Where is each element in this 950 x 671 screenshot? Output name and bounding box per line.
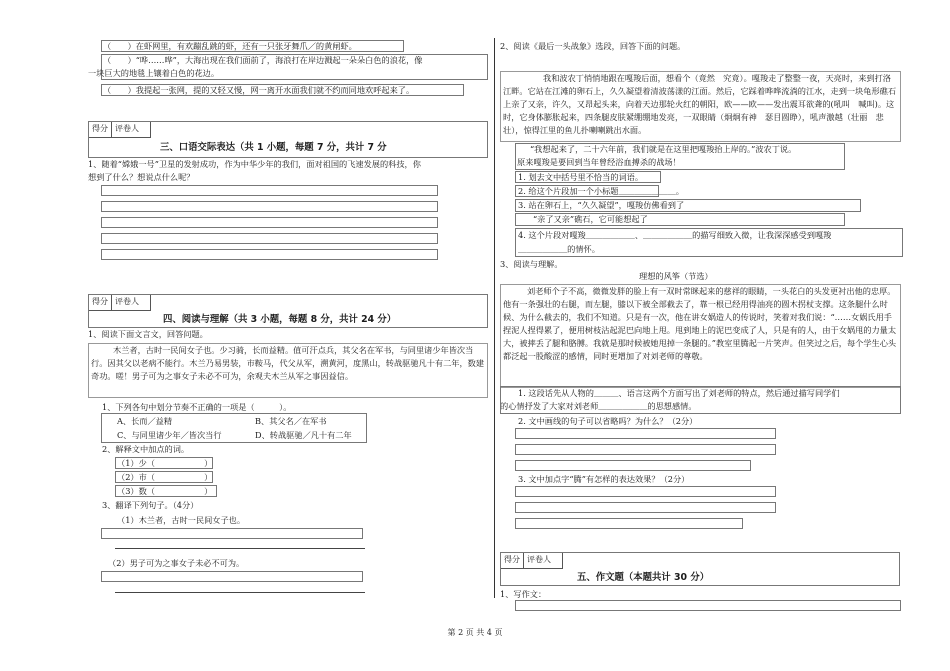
section5-title: 五、作文题（本题共计 30 分） (577, 572, 710, 583)
grader-label: 评卷人 (115, 124, 139, 133)
wind-passage: 刘老师个子不高，微微发胖的脸上有一双时常眯起来的慈祥的眼睛，一头花白的头发更衬出他的忠厚。他有一条强壮的右腿，而左腿，膝以下被全部截去了，靠一根已经用得油亮的圆木拐杖支撑。这条腿什么时候、为什么截去的，我们不知道。只是有一次，他在讲女娲造人的传说时，笑着对我们说：“……女娲氏用手捏泥人捏得累了，便用树枝沾起泥巴向地上甩。甩到地上的泥巴变成了人，只是有的人，由于女娲甩的力量太大，被摔丢了腿和胳膊。我就是那时候被她甩掉一条腿的。”教室里腾起一片笑声。但笑过之后，每个学生心头都泛起一股酸涩的感情，同时更增加了对刘老师的尊敬。 (500, 284, 901, 388)
elephant-q4-line1[interactable]: 4. 这个片段对嘎羧＿＿＿＿＿＿、＿＿＿＿＿＿的描写细致入微，让我深深感受到嘎羧 (518, 230, 832, 240)
order-item-b-line1: （ ）“哗……哗”，大海出现在我们面前了，海浪打在岸边溅起一朵朵白色的浪花，像 (103, 55, 423, 65)
answer-underline[interactable] (115, 592, 365, 593)
elephant-lines-frame (515, 143, 845, 170)
answer-line[interactable] (101, 201, 438, 212)
elephant-q2-frame (515, 185, 659, 197)
score-label: 得分 (89, 122, 112, 137)
answer-underline[interactable] (115, 548, 365, 549)
answer-line[interactable] (515, 486, 776, 497)
elephant-q4-frame (515, 228, 903, 257)
wind-q1-frame (500, 386, 901, 414)
q2-item-3-frame (115, 485, 217, 497)
order-item-b-line2: 一块巨大的地毯上镶着白色的花边。 (88, 68, 220, 78)
score-label: 得分 (501, 553, 524, 568)
answer-line[interactable] (101, 233, 438, 244)
answer-line[interactable] (515, 502, 776, 513)
grader-label: 评卷人 (115, 297, 139, 306)
q3-sentence-1: （1）木兰者，古时一民间女子也。 (117, 515, 246, 525)
mulan-passage: 木兰者，古时一民间女子也。少习骑，长而益精。值可汗点兵，其父名在军书，与同里诸少年皆次当行。因其父以老病不能行。木兰乃易男装，市鞍马，代父从军，溯黄河，度黑山，转战驱驰凡十有二年，数建奇功。嗟！男子可为之事女子未必不可为，余观夫木兰从军之事因益信。 (88, 343, 488, 398)
section3-question-line2: 想到了什么？想说点什么呢？ (88, 172, 195, 182)
wind-q1-line1[interactable]: 1. 这段话先从人物的＿＿＿、语言这两个方面写出了刘老师的特点，然后通过描写同学们 (518, 388, 840, 398)
page-number: 第 2 页 共 4 页 (447, 628, 503, 637)
wind-q3: 3. 文中加点字“腾”有怎样的表达效果？（2分） (518, 474, 690, 484)
elephant-q3-answer1[interactable] (515, 199, 861, 212)
q1-option-b[interactable]: B、其父名／在军书 (255, 416, 327, 426)
right-q3-prompt: 3、阅读与理解。 (500, 259, 563, 269)
order-item-a: （ ）在虾网里，有欢蹦乱跳的虾，还有一只张牙舞爪／的黄闸虾。 (103, 41, 357, 51)
q2-item-1-frame (115, 457, 213, 469)
answer-line[interactable] (101, 185, 438, 196)
q1-prompt: 1、下列各句中划分节奏不正确的一项是（ ）。 (102, 402, 292, 412)
score-label: 得分 (89, 295, 112, 310)
answer-line[interactable] (515, 518, 743, 529)
section5-q1: 1、写作文： (500, 589, 547, 599)
elephant-q3-line1: 3. 站在卵石上，“久久凝望”，嘎羧仿佛看到了 (518, 200, 685, 210)
section3-question-line1: 1、随着“嫦娥一号”卫星的发射成功，作为中华少年的我们，面对祖国的飞速发展的科技，你 (88, 159, 421, 169)
answer-line[interactable] (515, 444, 776, 455)
q3-prompt: 3、翻译下列句子。（4分） (102, 500, 199, 510)
section3-title: 三、口语交际表达（共 1 小题，每题 7 分，共计 7 分 (160, 142, 387, 153)
q1-options-frame (101, 413, 367, 443)
section4-q1: 1、阅读下面文言文，回答问题。 (88, 329, 208, 339)
wind-title: 理想的风筝（节选） (639, 271, 713, 281)
q2-prompt: 2、解释文中加点的词。 (102, 444, 190, 454)
q3-sentence-2: （2）男子可为之事女子未必不可为。 (108, 558, 245, 568)
elephant-last-line: 原来嘎羧是要回到当年曾经浴血搏杀的战场！ (517, 157, 681, 167)
wind-q1-line2[interactable]: 的心情抒发了大家对刘老师＿＿＿＿＿＿的思想感情。 (500, 401, 697, 411)
q1-option-a[interactable]: A、长而／益精 (117, 416, 173, 426)
grader-label: 评卷人 (527, 555, 551, 564)
elephant-q4-line2[interactable]: ＿＿＿＿＿＿的情怀。 (518, 244, 600, 254)
elephant-passage: 我和波农丁悄悄地跟在嘎羧后面，想看个（竟然 究竟）。嘎羧走了整整一夜，天亮时，来到打洛江畔。它站在江滩的卵石上，久久凝望着清波荡漾的江面。然后，它踩着哗哗流淌的江水，走到一块龟形礁石上亲了又亲，许久，又昂起头来，向着天边那轮火红的朝阳，欧——欧——发出震耳欲聋的(吼叫 喊叫)。这时，它身体膨胀起来，四条腿皮肤紧绷绷地发亮，一双眼睛（炯炯有神 瑟目圆睁），吼声激越（壮丽 悲壮），惊得江里的鱼儿扑喇喇跳出水面。 (500, 71, 901, 142)
answer-line[interactable] (101, 249, 438, 260)
q1-option-d[interactable]: D、转战驱驰／凡十有二年 (255, 430, 352, 440)
q2-item-1[interactable]: （1）少（ ） (117, 458, 213, 468)
answer-line[interactable] (101, 571, 363, 582)
column-divider (494, 38, 495, 598)
answer-line[interactable] (101, 528, 363, 539)
order-item-c: （ ）我提起一张网，提的又轻又慢，网一离开水面我们就不约而同地欢呼起来了。 (103, 85, 415, 95)
elephant-q3-answer2[interactable] (515, 213, 845, 226)
right-q2-prompt: 2、阅读《最后一头战象》选段，回答下面的问题。 (500, 41, 686, 51)
q1-option-c[interactable]: C、与同里诸少年／皆次当行 (117, 430, 222, 440)
elephant-q3-line2: “亲了又亲”礁石，它可能想起了 (533, 214, 648, 224)
answer-line[interactable] (101, 217, 438, 228)
section4-title: 四、阅读与理解（共 3 小题，每题 8 分，共计 24 分） (163, 314, 397, 325)
q2-item-3[interactable]: （3）数（ ） (117, 486, 213, 496)
elephant-quote: “我想起来了，二十六年前，我们就是在这里把嘎羧抬上岸的。”波农丁说。 (530, 144, 797, 154)
essay-line[interactable] (515, 600, 901, 611)
wind-q2: 2. 文中画线的句子可以省略吗？为什么？（2分） (518, 416, 698, 426)
elephant-q2[interactable]: 2. 给这个片段加一个小标题＿＿＿＿＿＿＿。 (518, 186, 684, 196)
q2-item-2-frame (115, 471, 213, 483)
answer-line[interactable] (515, 460, 751, 471)
answer-line[interactable] (515, 428, 776, 439)
q2-item-2[interactable]: （2）市（ ） (117, 472, 213, 482)
elephant-q1-frame (515, 171, 661, 183)
elephant-q1: 1. 划去文中括号里不恰当的词语。 (518, 172, 644, 182)
